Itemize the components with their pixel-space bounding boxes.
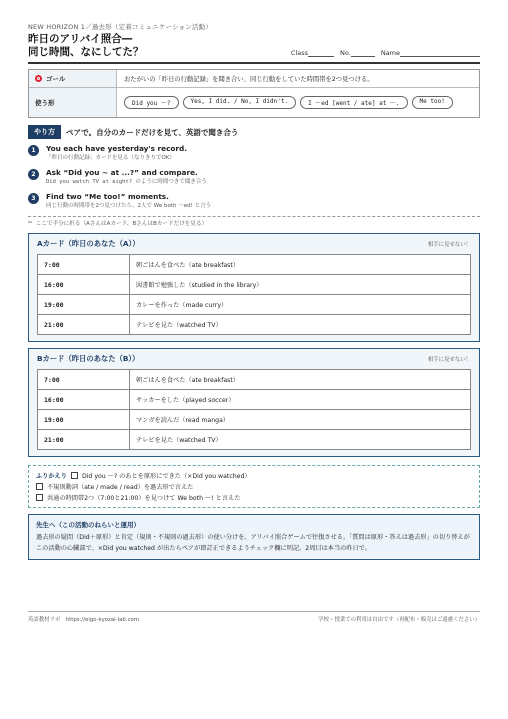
review-checkbox[interactable] [36,494,43,501]
review-item-text: 共通の時間帯2つ（7:00と21:00）を見つけて We both ～! と言えた [47,495,241,502]
number-field[interactable]: No. [340,49,375,57]
review-title: ふりかえり [36,473,67,480]
howto-tag: やり方 [28,125,61,139]
card-a [28,233,480,342]
table-row: 7:00 朝ごはんを食べた（ate breakfast） [38,370,471,390]
step-sub: Did you watch TV at eight? のように時間つきで聞き合う [46,179,207,185]
howto-header [28,125,480,139]
goal-row [29,70,479,88]
footer-license: 学校・授業での利用は自由です（再配布・販売はご遠慮ください） [318,617,480,623]
table-row: 21:00 テレビを見た（watched TV） [38,315,471,335]
card-b-table [37,369,471,450]
review-item-text: 不規則動詞（ate / made / read）を過去形で言えた [47,484,194,491]
class-field[interactable]: Class [291,49,334,57]
review-item [36,492,472,503]
table-row: 16:00 サッカーをした（played soccer） [38,390,471,410]
step-sub: 同じ行動の時間帯を2つ見つけたら、2人で We both ～ed! と言う [46,203,212,209]
goal-text: おたがいの「昨日の行動記録」を聞き合い、同じ行動をしていた時間帯を2つ見つける。 [124,76,374,83]
table-row: 19:00 カレーを作った（made curry） [38,295,471,315]
review-item-text: Did you ～? のあとを原形にできた（×Did you watched） [81,473,251,480]
step-item [28,144,480,162]
form-pill: I ～ed [went / ate] at ～. [300,96,407,109]
form-pill: Did you ～? [124,96,179,109]
step-main: Ask “Did you ~ at ...?” and compare. [46,168,198,177]
review-item [36,481,472,492]
student-info-fields [291,49,480,57]
card-a-title: Aカード（昨日のあなた（A）） [37,239,140,248]
step-item [28,168,480,186]
table-row: 7:00 朝ごはんを食べた（ate breakfast） [38,255,471,275]
scissors-icon: ✂ [28,220,33,226]
footer [28,611,480,623]
step-number: 2 [28,169,39,180]
form-pills [124,92,453,113]
goal-table [28,69,480,118]
name-field[interactable]: Name [381,49,480,57]
step-main: Find two “Me too!” moments. [46,192,169,201]
fold-instruction: ここで半分に折る（AさんはAカード、BさんはBカードだけを見る） [35,221,208,227]
howto-text: ペアで。自分のカードだけを見て、英語で聞き合う [66,127,239,137]
page-title-line2: 同じ時間、なにしてた？ [28,46,144,58]
step-number: 3 [28,193,39,204]
card-b-note: 相手に見せない！ [427,357,471,363]
teacher-body: 過去形の疑問（Did＋原形）と肯定（規則・不規則の過去形）の使い分けを、アリバイ照合ゲームで往復させる。「質問は原形・答えは過去形」の切り替えがこの活動の心臓部で、×Did you watched が出たらペアが即訂正できるようチェック欄に明記。2周目は本当の昨日で。 [36,534,470,552]
card-b [28,348,480,457]
target-icon [35,75,42,82]
review-section [28,465,480,508]
forms-row [29,88,479,117]
card-a-table [37,254,471,335]
card-b-title: Bカード（昨日のあなた（B）） [37,354,140,363]
goal-label: ゴール [46,75,66,83]
table-row: 19:00 マンガを読んだ（read manga） [38,410,471,430]
title-row [28,33,480,59]
step-sub: 「昨日の行動記録」カードを見る（なりきりでOK） [46,155,175,161]
review-checkbox[interactable] [36,483,43,490]
series-label: NEW HORIZON 1／過去形（定着コミュニケーション活動） [28,23,213,31]
footer-source: 英語教材ラボ https://eigo-kyozai-lab.com [28,617,140,623]
title-block [28,33,144,59]
step-number: 1 [28,145,39,156]
forms-body [117,88,479,117]
teacher-notes [28,514,480,560]
teacher-title: 先生へ（この活動のねらいと運用） [36,521,140,529]
review-item [36,470,472,481]
goal-header [29,70,117,87]
form-pill: Me too! [412,96,453,109]
worksheet-page [28,22,480,560]
step-main: You each have yesterday's record. [46,144,188,153]
card-a-note: 相手に見せない！ [427,242,471,248]
table-row: 21:00 テレビを見た（watched TV） [38,430,471,450]
page-title-line1: 昨日のアリバイ照合― [28,33,133,45]
review-checkbox[interactable] [71,472,78,479]
steps-list [28,144,480,210]
step-item [28,192,480,210]
title-divider [28,62,480,64]
fold-line [28,216,480,227]
form-pill: Yes, I did. / No, I didn't. [183,96,297,109]
table-row: 16:00 図書館で勉強した（studied in the library） [38,275,471,295]
forms-header: 使う形 [29,88,117,117]
